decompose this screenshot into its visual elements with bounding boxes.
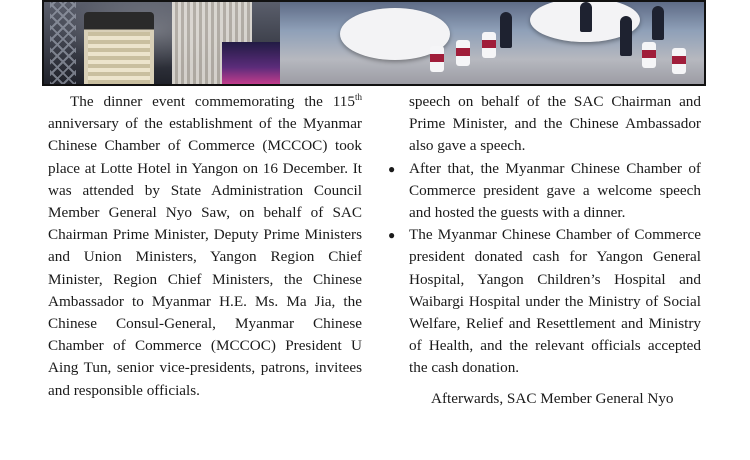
list-item-text: The Myanmar Chinese Chamber of Commerce president donated cash for Yangon General Hospital, Yangon Children’s Hospital and Waibargi Hospital under the Ministry of Social Welfare, Relief and Resettlement and Ministry of Health, and the relevant officials accepted the cash donation. — [409, 226, 701, 377]
chair-sash — [430, 54, 444, 62]
opening-paragraph — [48, 91, 362, 402]
guest — [580, 2, 592, 32]
chair-sash — [642, 50, 656, 58]
list-item-text: After that, the Myanmar Chinese Chamber of Commerce president gave a welcome speech and hosted the guests with a dinner. — [409, 159, 701, 222]
closing-paragraph: Afterwards, SAC Member General Nyo — [431, 389, 674, 407]
bullet-list — [388, 158, 701, 380]
paragraph-text: anniversary of the establishment of the Myanmar Chinese Chamber of Commerce (MCCOC) took place at Lotte Hotel in Yangon on 16 December. It was attended by State Administration Council Member General Nyo Saw, on behalf of SAC Chairman Prime Minister, Deputy Prime Ministers and Union Ministers, Yangon Region Chief Minister, Region Chief Ministers, the Chinese Ambassador to Myanmar H.E. Ms. Ma Jia, the Chinese Consul-General, Myanmar Chinese Chamber of Commerce (MCCOC) President U Aing Tun, senior vice-presidents, patrons, invitees and responsible officials. — [48, 115, 362, 399]
stage-lights — [222, 42, 280, 84]
photo-banquet-scene — [280, 2, 706, 84]
right-column — [388, 91, 701, 410]
guest — [620, 16, 632, 56]
stage-truss — [50, 2, 76, 84]
chair-sash — [672, 56, 686, 64]
photo-podium-scene — [44, 2, 280, 84]
left-column — [48, 91, 362, 402]
paragraph-text: The dinner event commemorating the 115 — [70, 93, 355, 110]
bullet-dot-icon: ● — [388, 228, 396, 243]
chair-sash — [482, 40, 496, 48]
list-item — [388, 224, 701, 379]
guest — [500, 12, 512, 48]
podium-front — [88, 32, 150, 84]
ordinal-suffix: th — [354, 91, 362, 102]
continued-paragraph: speech on behalf of the SAC Chairman and Prime Minister, and the Chinese Ambassador also gave a speech. — [409, 93, 701, 155]
event-photo — [42, 0, 706, 86]
list-item — [388, 158, 701, 225]
chair-sash — [456, 48, 470, 56]
bullet-dot-icon: ● — [388, 161, 396, 176]
guest — [652, 6, 664, 40]
